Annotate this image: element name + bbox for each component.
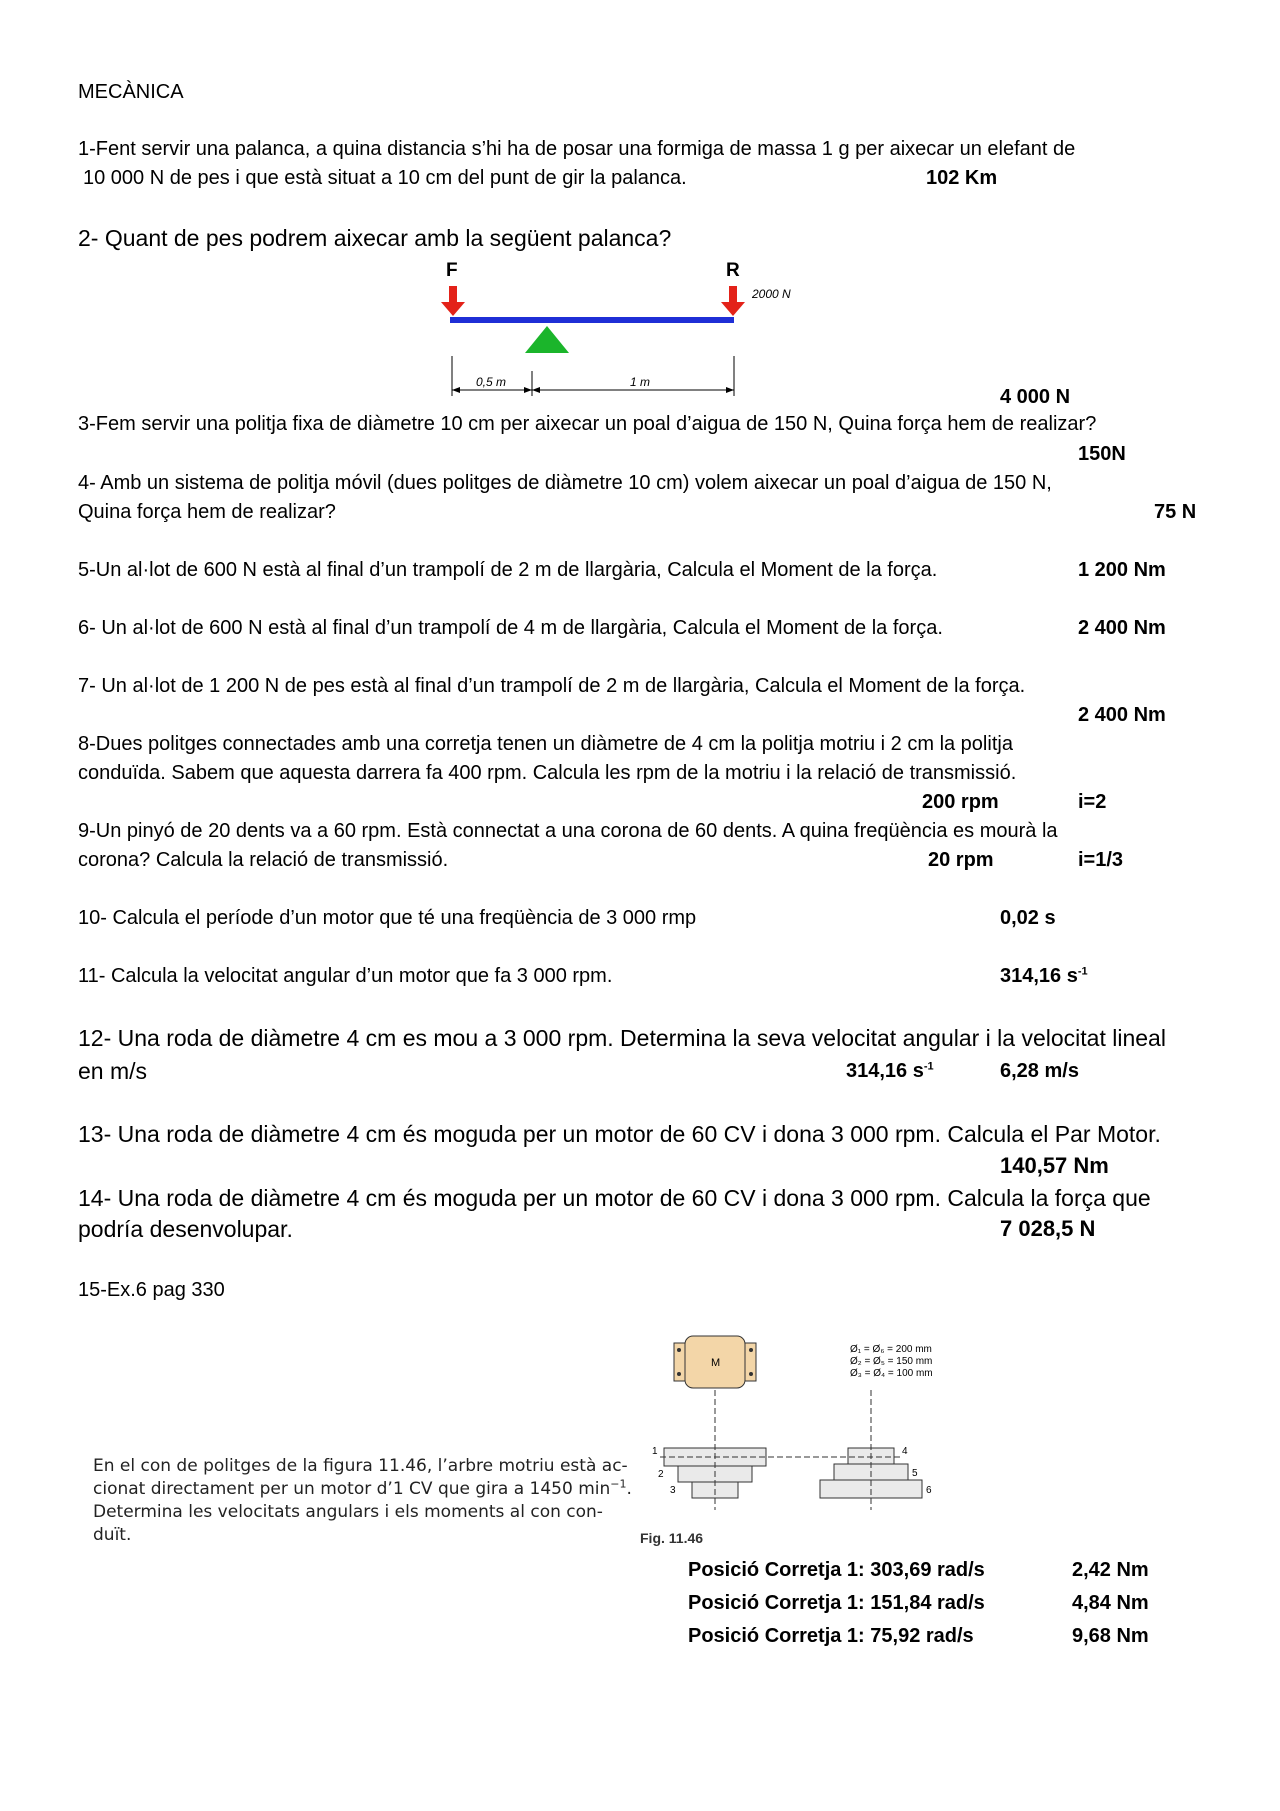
- q13-question: 13- Una roda de diàmetre 4 cm és moguda per un motor de 60 CV i dona 3 000 rpm. Calcula el Par Motor.: [78, 1121, 1161, 1147]
- q14-line1: 14- Una roda de diàmetre 4 cm és moguda per un motor de 60 CV i dona 3 000 rpm. Calcula la força que: [78, 1185, 1151, 1211]
- q10-answer: 0,02 s: [1000, 907, 1056, 929]
- q12-line1: 12- Una roda de diàmetre 4 cm es mou a 3 000 rpm. Determina la seva velocitat angular i la velocitat lineal: [78, 1025, 1166, 1051]
- q14-answer: 7 028,5 N: [1000, 1216, 1096, 1241]
- q2-answer: 4 000 N: [1000, 386, 1071, 408]
- q12-line2: en m/s: [78, 1058, 148, 1084]
- lever-beam: [450, 317, 734, 323]
- q10-question: 10- Calcula el període d’un motor que té una freqüència de 3 000 rmp: [78, 907, 697, 929]
- q12-answer-linear: 6,28 m/s: [1000, 1060, 1079, 1082]
- force-arrow: [441, 286, 465, 316]
- legend-line2: Ø₂ = Ø₅ = 150 mm: [850, 1356, 933, 1367]
- fulcrum-triangle: [525, 326, 569, 353]
- excerpt-line4: duït.: [93, 1525, 132, 1545]
- pulley-number-4: 4: [902, 1446, 908, 1457]
- excerpt-line1: En el con de politges de la figura 11.46, l’arbre motriu està ac-: [93, 1456, 628, 1476]
- q1-answer: 102 Km: [926, 167, 998, 189]
- result-2-label: Posició Corretja 1: 151,84 rad/s: [688, 1592, 985, 1614]
- pulley-cone-figure: [640, 1330, 970, 1560]
- q8-answer-rpm: 200 rpm: [922, 791, 999, 813]
- textbook-excerpt: [93, 1455, 643, 1547]
- motor-label: M: [711, 1357, 721, 1369]
- q1-line1: 1-Fent servir una palanca, a quina distancia s’hi ha de posar una formiga de massa 1 g per aixecar un elefant de: [78, 138, 1076, 160]
- resistance-arrow: [721, 286, 745, 316]
- q5-question: 5-Un al·lot de 600 N està al final d’un trampolí de 2 m de llargària, Calcula el Moment de la força.: [78, 559, 938, 581]
- q12-answer-angular: 314,16 $s^{-1}$: [846, 1060, 934, 1082]
- q6-question: 6- Un al·lot de 600 N està al final d’un trampolí de 4 m de llargària, Calcula el Moment de la força.: [78, 617, 943, 639]
- q11-answer: 314,16 $s^{-1}$: [1000, 965, 1088, 987]
- distance-left-label: 0,5 m: [476, 375, 507, 389]
- pulley-number-2: 2: [658, 1469, 664, 1480]
- q11-question: 11- Calcula la velocitat angular d’un motor que fa 3 000 rpm.: [78, 965, 613, 987]
- q9-line2: corona? Calcula la relació de transmissió.: [78, 849, 449, 871]
- q2-question: 2- Quant de pes podrem aixecar amb la següent palanca?: [78, 225, 672, 251]
- legend-line1: Ø₁ = Ø₆ = 200 mm: [850, 1344, 932, 1355]
- result-3-label: Posició Corretja 1: 75,92 rad/s: [688, 1625, 974, 1647]
- q13-answer: 140,57 Nm: [1000, 1153, 1109, 1178]
- excerpt-line2: cionat directament per un motor d’1 CV que gira a 1450 $\min^{-1}$.: [93, 1477, 632, 1499]
- q3-question: 3-Fem servir una politja fixa de diàmetre 10 cm per aixecar un poal d’aigua de 150 N, Quina força hem de realizar?: [78, 413, 1097, 435]
- result-2-value: 4,84 Nm: [1072, 1592, 1149, 1614]
- page-title: MECÀNICA: [78, 81, 184, 103]
- excerpt-line3: Determina les velocitats angulars i els moments al con con-: [93, 1502, 603, 1522]
- q9-answer-rpm: 20 rpm: [928, 849, 994, 871]
- q8-answer-ratio: i=2: [1078, 791, 1107, 813]
- figure-caption: Fig. 11.46: [640, 1530, 704, 1546]
- lever-diagram: [430, 256, 820, 406]
- q1-line2: 10 000 N de pes i que està situat a 10 cm del punt de gir la palanca.: [83, 167, 687, 189]
- resistance-label: R: [726, 260, 740, 281]
- q9-line1: 9-Un pinyó de 20 dents va a 60 rpm. Està connectat a una corona de 60 dents. A quina freqüència es mourà la: [78, 820, 1058, 842]
- q8-line2: conduïda. Sabem que aquesta darrera fa 400 rpm. Calcula les rpm de la motriu i la relació de transmissió.: [78, 762, 1017, 784]
- legend-line3: Ø₃ = Ø₄ = 100 mm: [850, 1368, 933, 1379]
- q3-answer: 150N: [1078, 443, 1126, 465]
- q9-answer-ratio: i=1/3: [1078, 849, 1124, 871]
- pulley-number-1: 1: [652, 1446, 658, 1457]
- result-1-label: Posició Corretja 1: 303,69 rad/s: [688, 1559, 985, 1581]
- q4-answer: 75 N: [1154, 501, 1197, 523]
- result-1-value: 2,42 Nm: [1072, 1559, 1149, 1581]
- q7-answer: 2 400 Nm: [1078, 704, 1166, 726]
- force-label: F: [446, 260, 458, 281]
- q4-line1: 4- Amb un sistema de politja móvil (dues politges de diàmetre 10 cm) volem aixecar un poal d’aigua de 150 N,: [78, 472, 1052, 494]
- distance-right-label: 1 m: [630, 375, 651, 389]
- load-label: 2000 N: [752, 287, 791, 301]
- q4-line2: Quina força hem de realizar?: [78, 501, 336, 523]
- q15-question: 15-Ex.6 pag 330: [78, 1279, 225, 1301]
- q14-line2: podría desenvolupar.: [78, 1216, 293, 1242]
- q7-question: 7- Un al·lot de 1 200 N de pes està al final d’un trampolí de 2 m de llargària, Calcula el Moment de la força.: [78, 675, 1026, 697]
- q5-answer: 1 200 Nm: [1078, 559, 1166, 581]
- q8-line1: 8-Dues politges connectades amb una corretja tenen un diàmetre de 4 cm la politja motriu i 2 cm la politja: [78, 733, 1013, 755]
- result-3-value: 9,68 Nm: [1072, 1625, 1149, 1647]
- pulley-number-6: 6: [926, 1485, 932, 1496]
- q6-answer: 2 400 Nm: [1078, 617, 1166, 639]
- pulley-number-5: 5: [912, 1468, 918, 1479]
- pulley-number-3: 3: [670, 1485, 676, 1496]
